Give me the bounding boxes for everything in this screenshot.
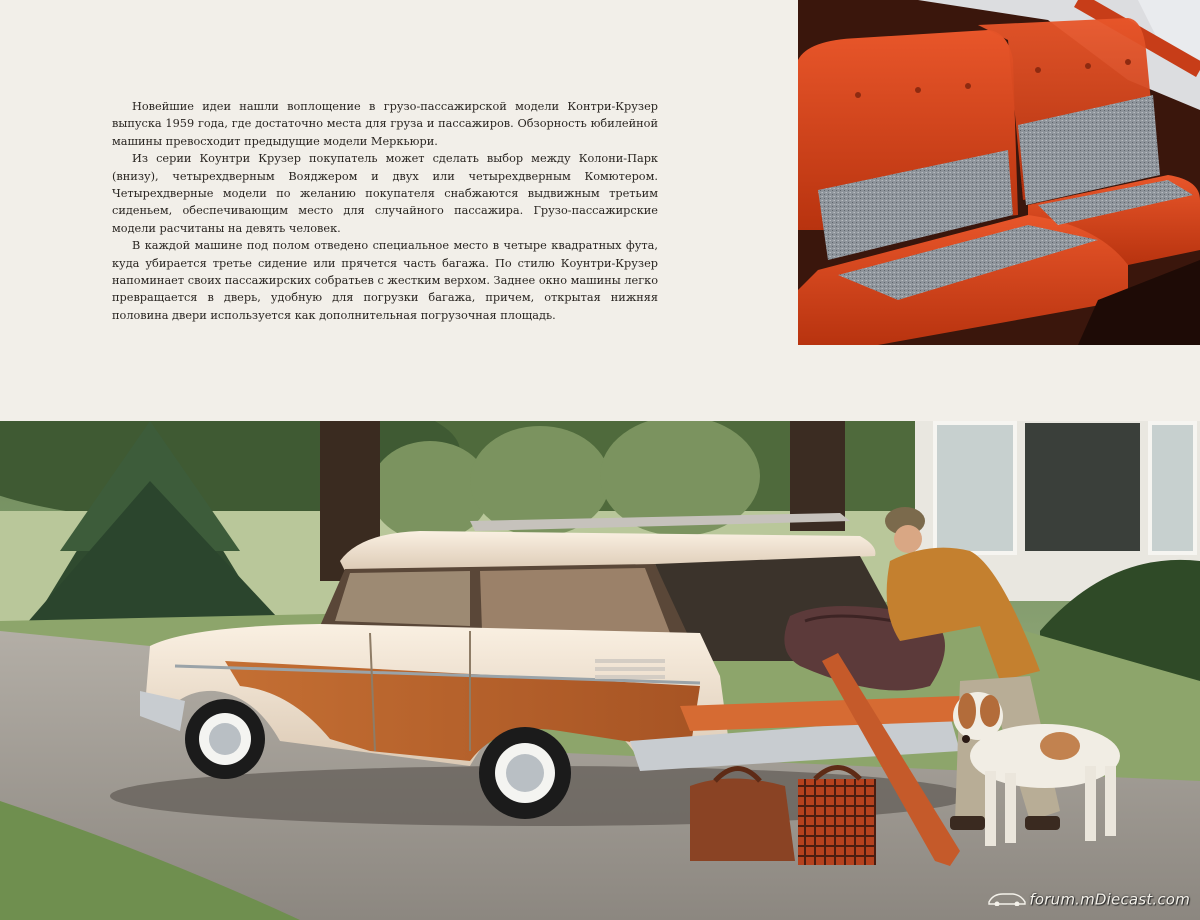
car-logo-icon xyxy=(987,890,1027,910)
forum-watermark xyxy=(987,890,1190,910)
interior-photo xyxy=(798,0,1200,345)
interior-illustration xyxy=(798,0,1200,345)
article-text xyxy=(112,98,658,324)
paragraph-2: Из серии Коунтри Крузер покупатель может сделать выбор между Колони-Парк (внизу), четырехдверным Вояджером и двух или четырехдверным Комютером. Четырехдверные модели по желанию покупателя снабжаются выдвижным третьим сиденьем, обеспечивающим место для случайного пассажира. Грузо-пассажирские модели расчитаны на девять человек. xyxy=(112,152,658,235)
paragraph-1: Новейшие идеи нашли воплощение в грузо-пассажирской модели Контри-Крузер выпуска 1959 года, где достаточно места для груза и пассажиров. Обзорность юбилейной машины превосходит предыдущие модели Меркьюри. xyxy=(112,100,658,148)
main-photo xyxy=(0,421,1200,920)
paragraph-3: В каждой машине под полом отведено специальное место в четыре квадратных фута, куда убирается третье сидение или прячется часть багажа. По стилю Коунтри-Крузер напоминает своих пассажирских собратьев с жестким верхом. Заднее окно машины легко превращается в дверь, удобную для погрузки багажа, причем, открытая нижняя половина двери используется как дополнительная погрузочная площадь. xyxy=(112,239,658,322)
watermark-text: forum.mDiecast.com xyxy=(1029,890,1190,909)
car-scene-illustration xyxy=(0,421,1200,920)
